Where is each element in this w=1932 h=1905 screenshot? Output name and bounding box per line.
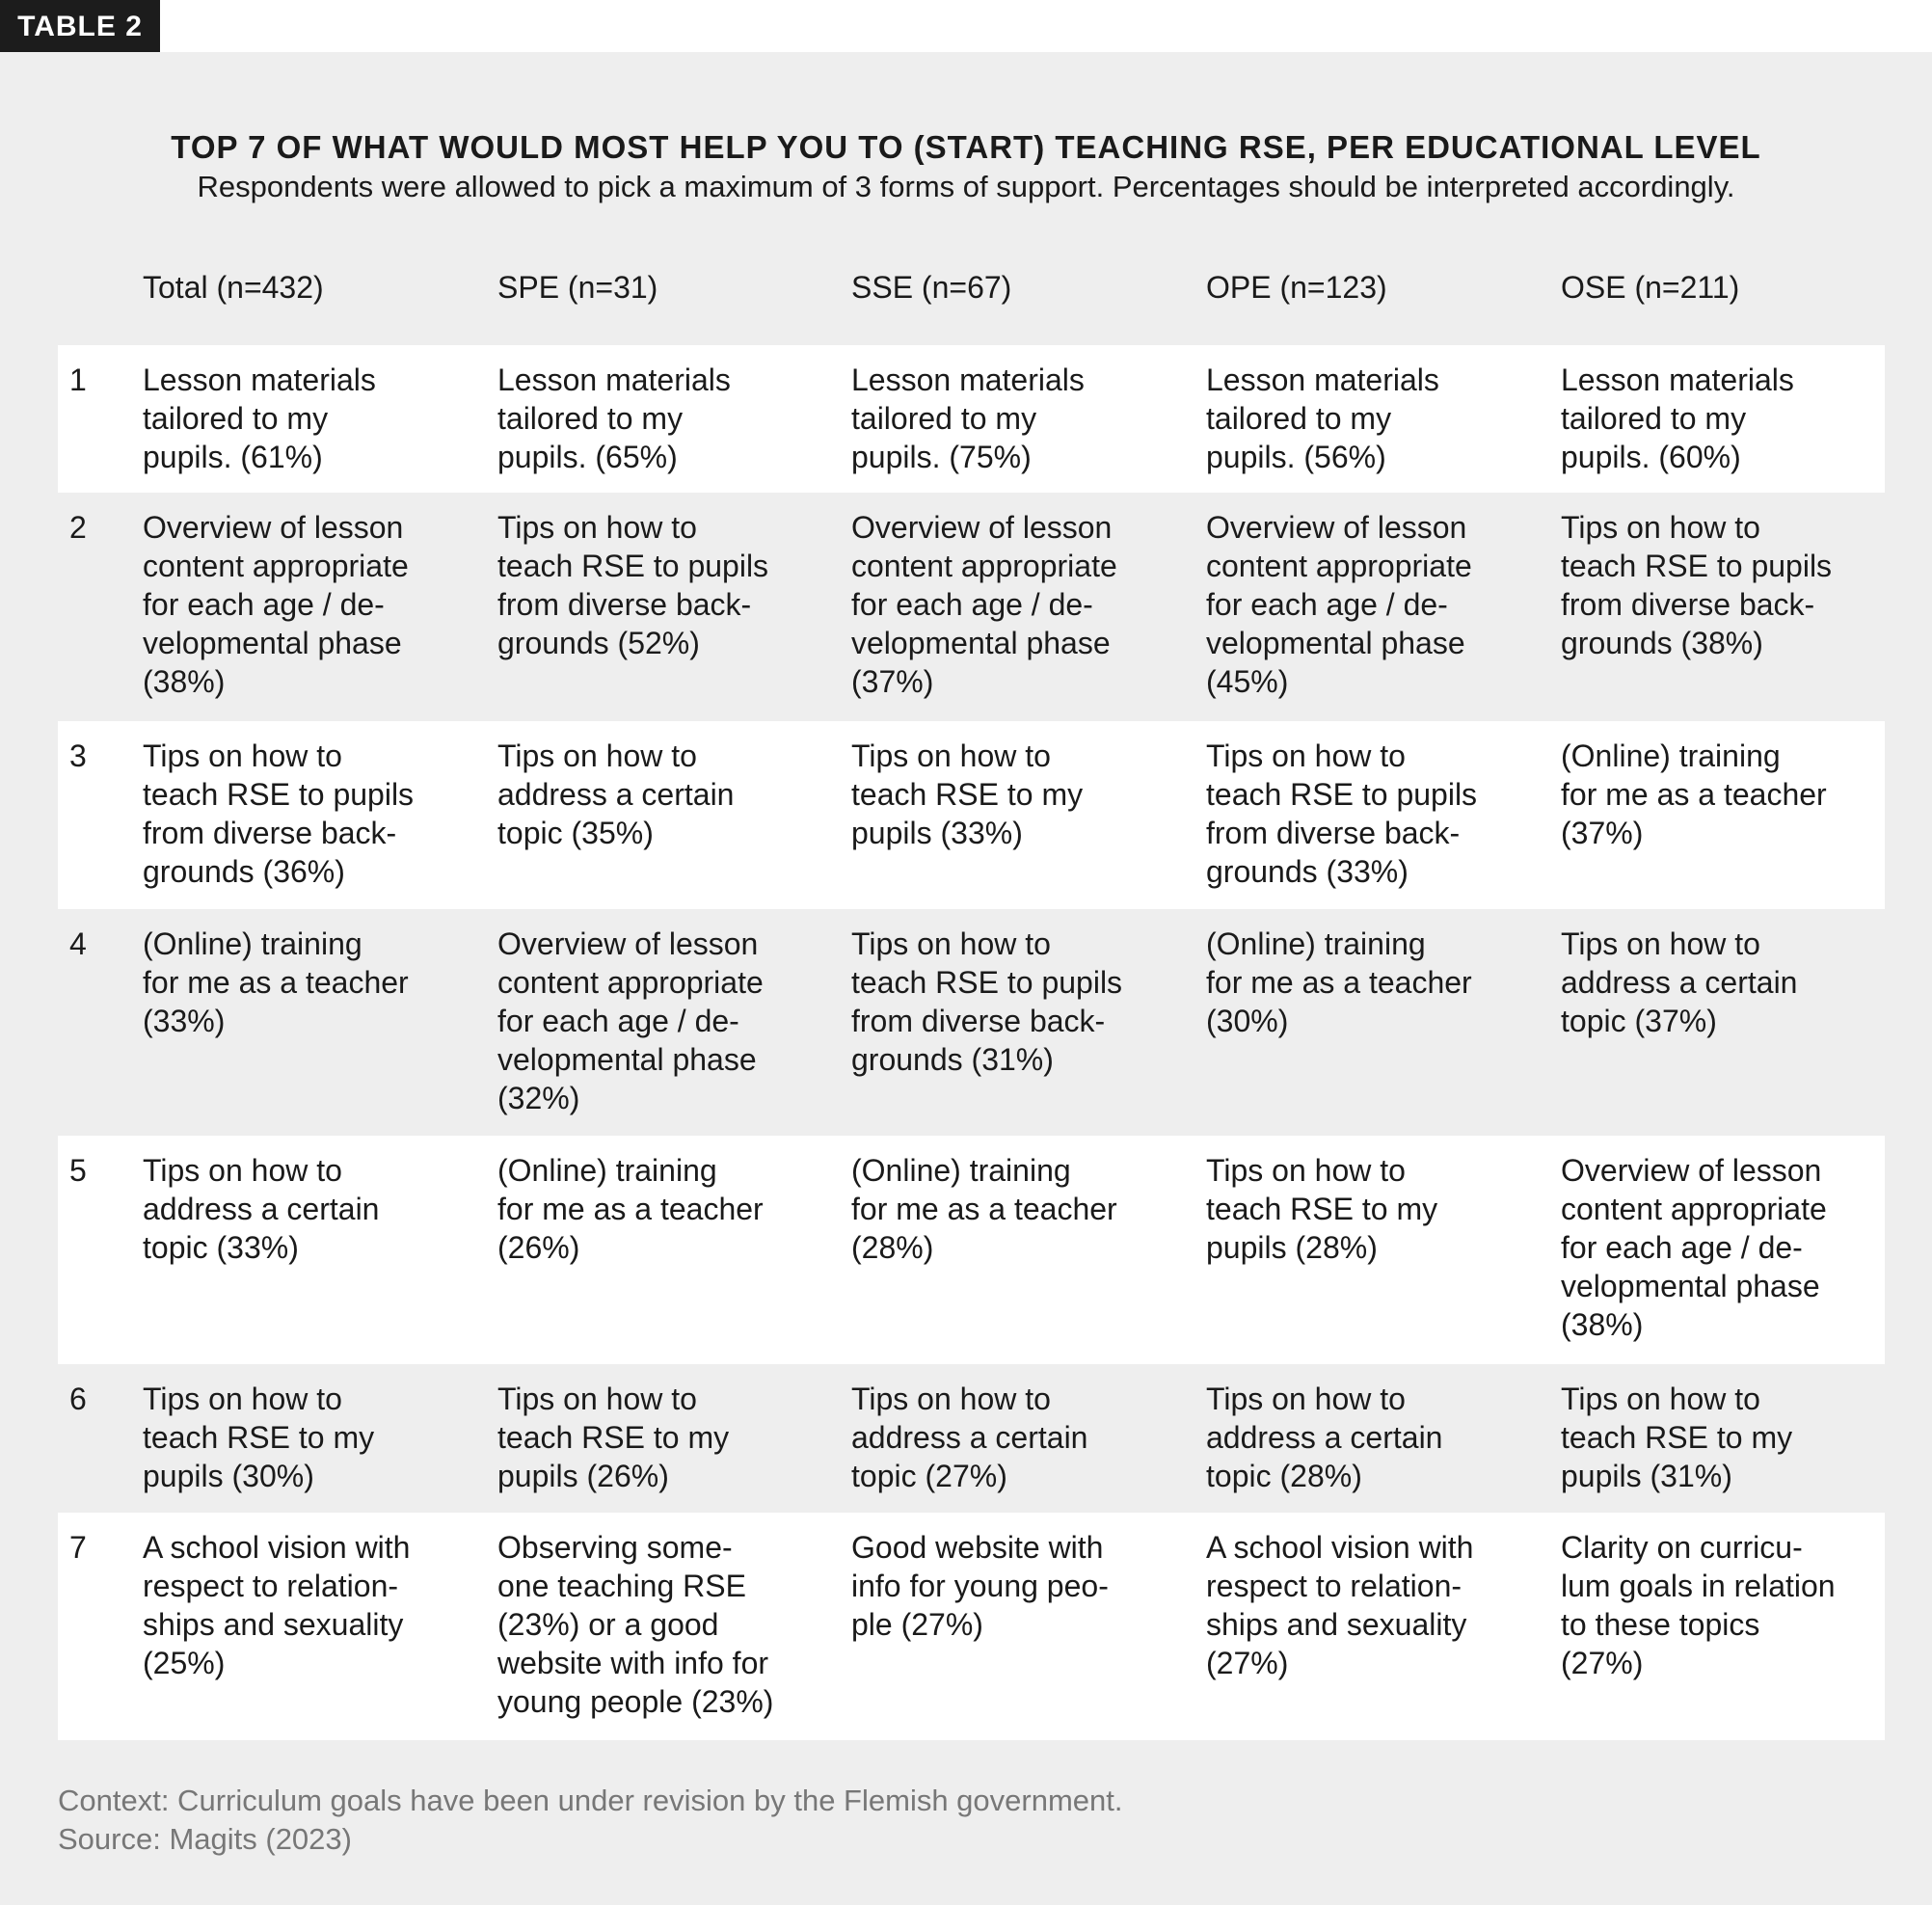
rank-number: 4	[69, 926, 87, 961]
table-cell: (Online) training for me as a teacher (33%)	[143, 926, 409, 1038]
column-header-ope: OPE (n=123)	[1206, 270, 1387, 305]
table-cell: Tips on how to teach RSE to my pupils (28%)	[1206, 1153, 1438, 1265]
table-cell: Tips on how to teach RSE to pupils from diverse back- grounds (31%)	[851, 926, 1123, 1077]
top-band	[0, 0, 1932, 52]
table-cell: A school vision with respect to relation- ships and sexuality (27%)	[1206, 1530, 1474, 1680]
table-cell: Tips on how to teach RSE to my pupils (31%)	[1561, 1382, 1793, 1493]
table-cell: Clarity on curricu- lum goals in relation to these topics (27%)	[1561, 1530, 1836, 1680]
table-cell: Lesson materials tailored to my pupils. (56%)	[1206, 362, 1439, 474]
table-cell: Overview of lesson content appropriate for each age / de- velopmental phase (32%)	[497, 926, 764, 1115]
table-cell: Tips on how to address a certain topic (35%)	[497, 738, 735, 850]
rank-number: 7	[69, 1530, 87, 1565]
table-row	[58, 1513, 1885, 1740]
table-row	[58, 1136, 1885, 1364]
table-cell: (Online) training for me as a teacher (37%)	[1561, 738, 1827, 850]
table-cell: Tips on how to teach RSE to my pupils (26%)	[497, 1382, 730, 1493]
source-note: Source: Magits (2023)	[58, 1822, 352, 1856]
table-row	[58, 493, 1885, 721]
table-label: TABLE 2	[0, 0, 160, 52]
column-headers	[58, 270, 1885, 314]
rank-number: 2	[69, 510, 87, 545]
table-subtitle: Respondents were allowed to pick a maximum of 3 forms of support. Percentages should be interpreted accordingly.	[197, 170, 1735, 203]
column-header-sse: SSE (n=67)	[851, 270, 1012, 305]
rank-number: 3	[69, 738, 87, 773]
table-cell: Tips on how to address a certain topic (37%)	[1561, 926, 1798, 1038]
table-cell: (Online) training for me as a teacher (30%)	[1206, 926, 1472, 1038]
table-cell: Overview of lesson content appropriate for each age / de- velopmental phase (38%)	[143, 510, 409, 699]
table-cell: Lesson materials tailored to my pupils. (65%)	[497, 362, 731, 474]
table-cell: Overview of lesson content appropriate for each age / de- velopmental phase (45%)	[1206, 510, 1472, 699]
table-footer	[58, 1782, 1123, 1859]
table-row	[58, 1364, 1885, 1513]
table-cell: Lesson materials tailored to my pupils. (60%)	[1561, 362, 1794, 474]
table-row	[58, 345, 1885, 493]
table-row	[58, 721, 1885, 909]
table-cell: Tips on how to address a certain topic (33%)	[143, 1153, 380, 1265]
rank-number: 1	[69, 362, 87, 397]
table-cell: Tips on how to teach RSE to pupils from diverse back- grounds (38%)	[1561, 510, 1833, 660]
rank-number: 5	[69, 1153, 87, 1188]
table-cell: Tips on how to teach RSE to my pupils (30%)	[143, 1382, 375, 1493]
table-title: TOP 7 OF WHAT WOULD MOST HELP YOU TO (START) TEACHING RSE, PER EDUCATIONAL LEVEL	[171, 129, 1761, 165]
table-cell: A school vision with respect to relation- ships and sexuality (25%)	[143, 1530, 411, 1680]
table-cell: Lesson materials tailored to my pupils. (75%)	[851, 362, 1085, 474]
column-header-ose: OSE (n=211)	[1561, 270, 1740, 305]
table-cell: Tips on how to teach RSE to pupils from diverse back- grounds (36%)	[143, 738, 415, 889]
table-cell: Lesson materials tailored to my pupils. (61%)	[143, 362, 376, 474]
column-header-spe: SPE (n=31)	[497, 270, 658, 305]
table-cell: (Online) training for me as a teacher (28%)	[851, 1153, 1117, 1265]
table-cell: Overview of lesson content appropriate for each age / de- velopmental phase (37%)	[851, 510, 1117, 699]
table-body	[58, 345, 1885, 1740]
table-row	[58, 909, 1885, 1136]
table-cell: Good website with info for young peo- ple (27%)	[851, 1530, 1109, 1642]
rank-number: 6	[69, 1382, 87, 1416]
table-cell: Overview of lesson content appropriate for each age / de- velopmental phase (38%)	[1561, 1153, 1827, 1342]
context-note: Context: Curriculum goals have been under revision by the Flemish government.	[58, 1784, 1123, 1817]
table-cell: (Online) training for me as a teacher (26%)	[497, 1153, 764, 1265]
column-header-total: Total (n=432)	[143, 270, 324, 305]
table-cell: Tips on how to teach RSE to pupils from diverse back- grounds (52%)	[497, 510, 769, 660]
table-cell: Observing some- one teaching RSE (23%) or a good website with info for young people (23%)	[497, 1530, 774, 1719]
table-cell: Tips on how to teach RSE to pupils from diverse back- grounds (33%)	[1206, 738, 1478, 889]
table-cell: Tips on how to address a certain topic (28%)	[1206, 1382, 1443, 1493]
table-cell: Tips on how to address a certain topic (27%)	[851, 1382, 1088, 1493]
table-cell: Tips on how to teach RSE to my pupils (33%)	[851, 738, 1084, 850]
